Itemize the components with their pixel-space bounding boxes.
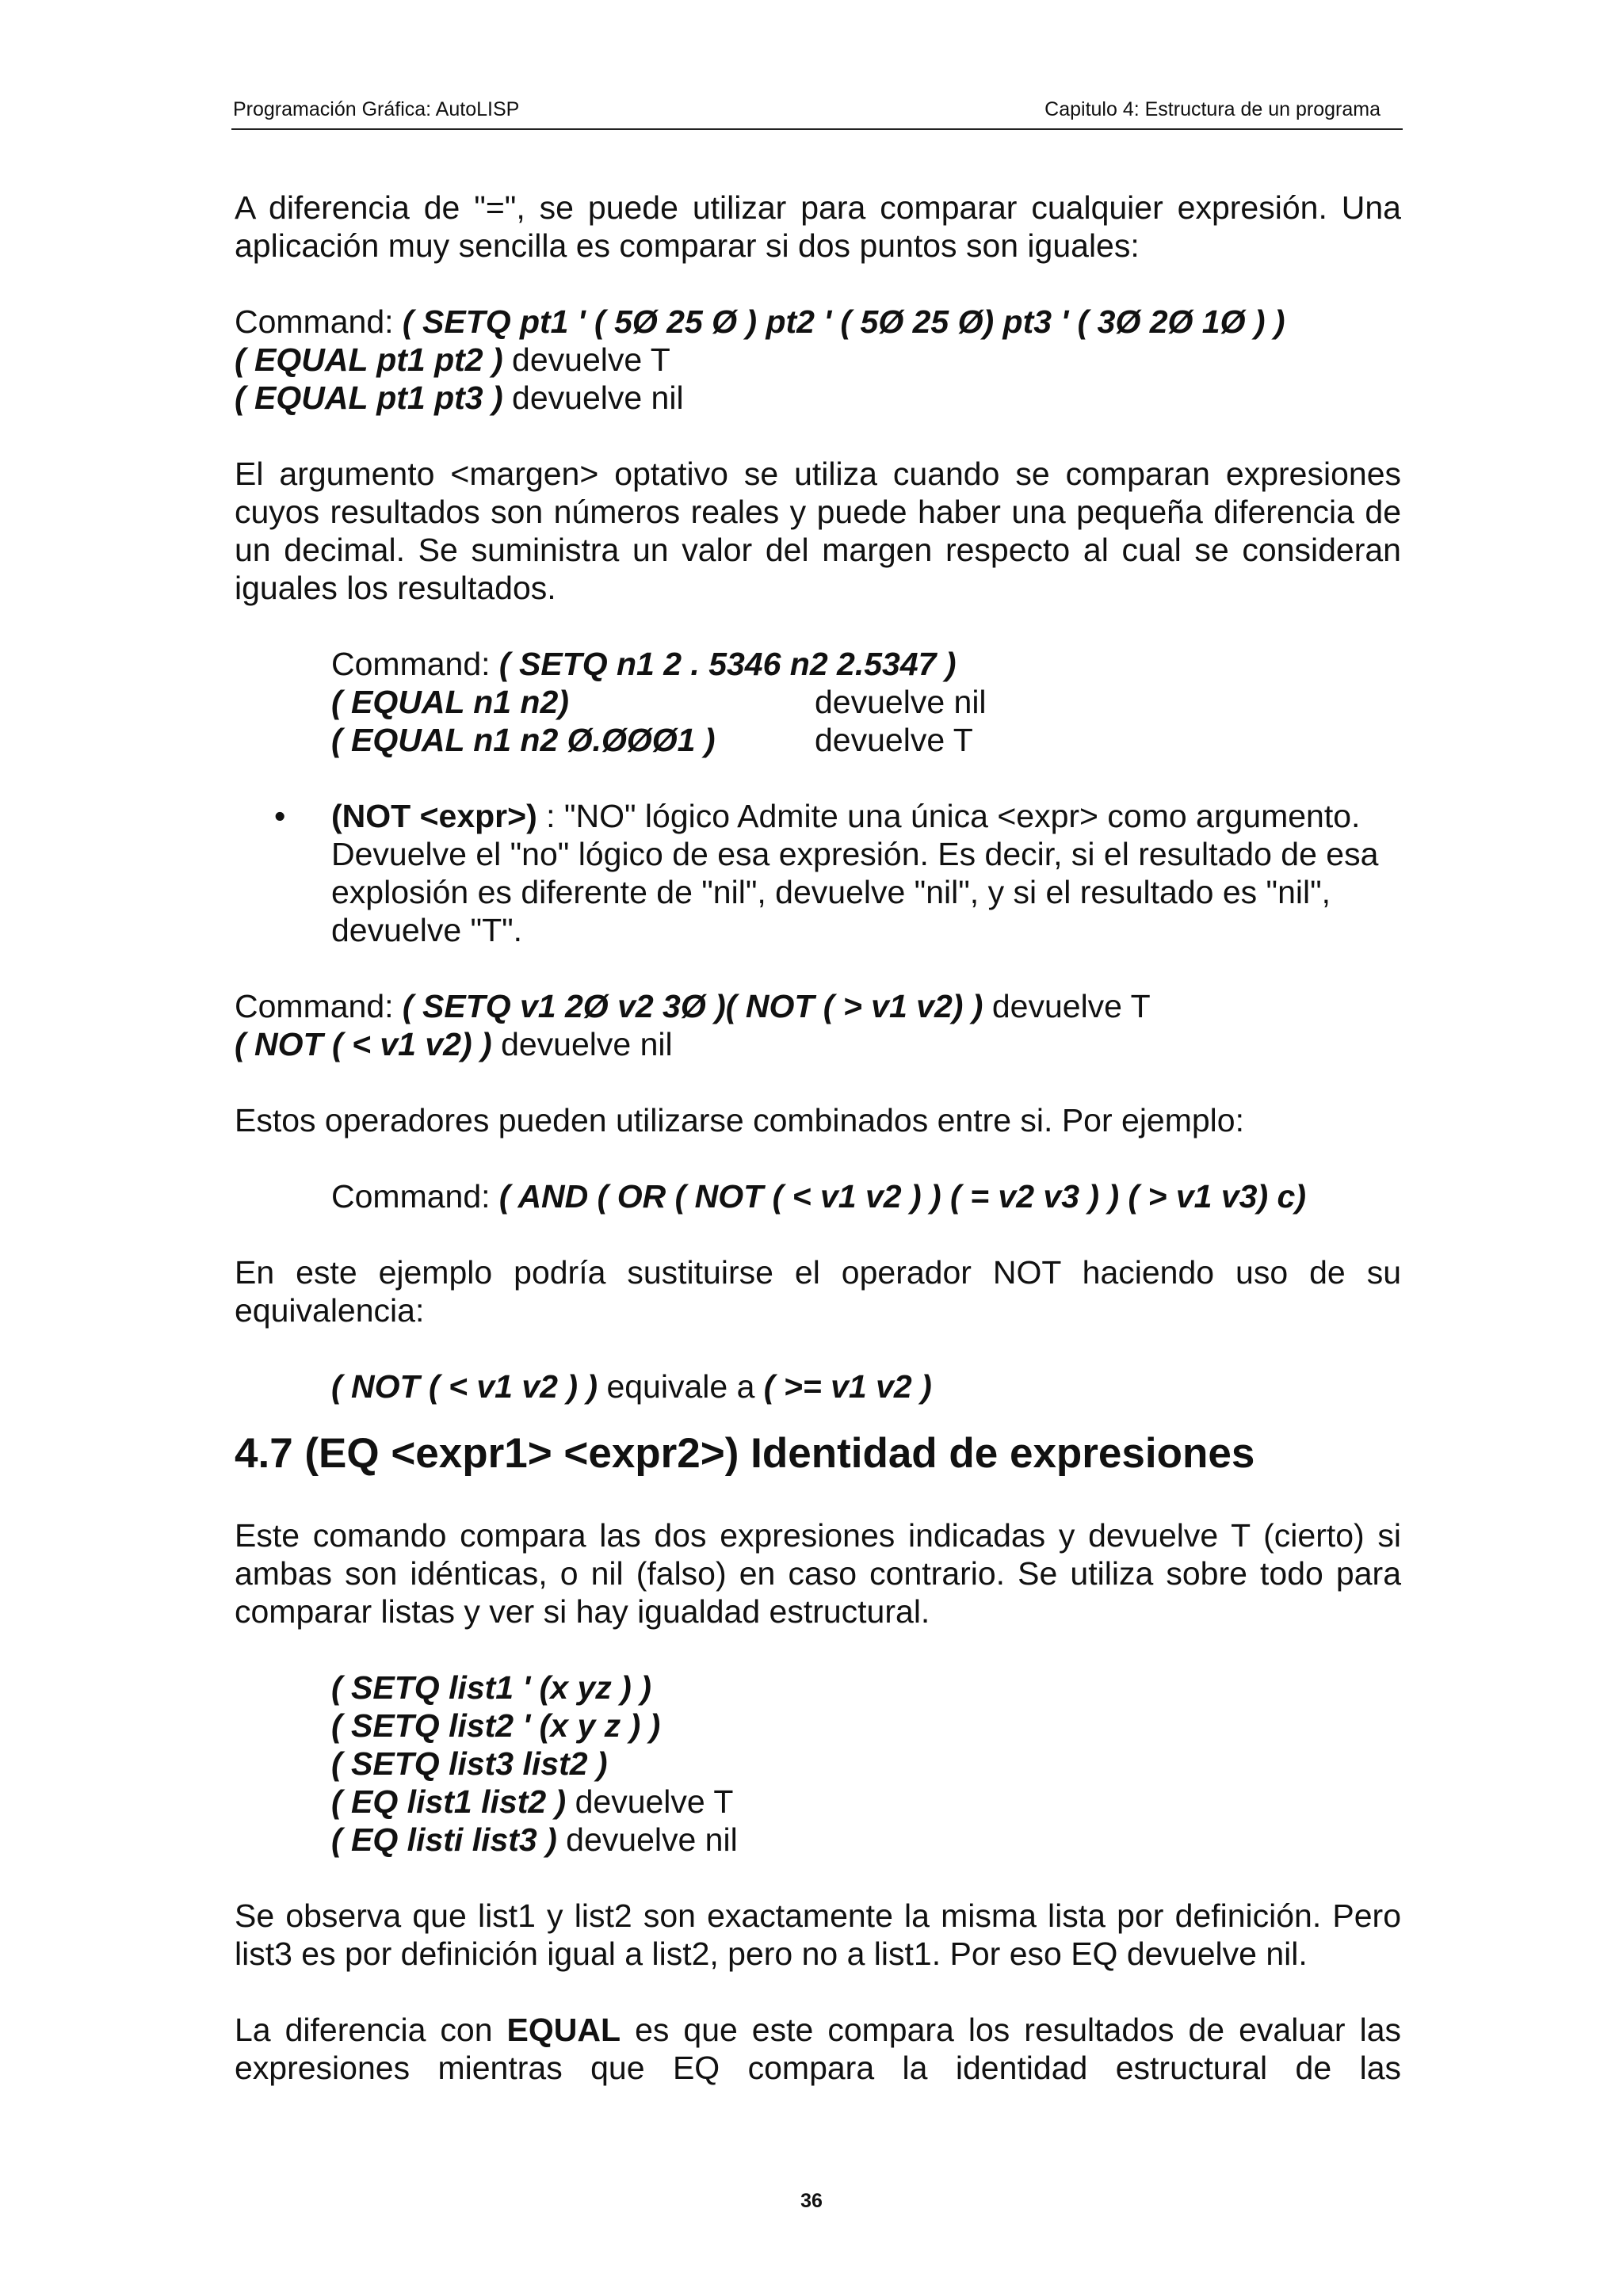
paragraph-equivalence: En este ejemplo podría sustituirse el operador NOT haciendo uso de su equivalencia: — [235, 1254, 1401, 1329]
code-text: ( EQUAL pt1 pt3 ) — [235, 379, 503, 416]
result-text: devuelve T — [815, 722, 973, 758]
example-equal-points — [235, 303, 1401, 417]
code-line — [331, 1783, 1401, 1821]
bullet-line — [331, 797, 1401, 835]
text-span: La diferencia con — [235, 2012, 507, 2048]
bullet-line: explosión es diferente de "nil", devuelve "nil", y si el resultado es "nil", — [331, 874, 1331, 910]
code-text: ( EQUAL n1 n2 Ø.ØØØ1 ) — [331, 722, 716, 758]
code-line — [331, 645, 1401, 683]
bullet-line: Devuelve el "no" lógico de esa expresión. Es decir, si el resultado de esa — [331, 836, 1379, 872]
result-text: devuelve nil — [502, 379, 684, 416]
bullet-item-not — [274, 797, 1401, 949]
code-line — [331, 683, 1401, 721]
paragraph-equal-intro: A diferencia de "=", se puede utilizar para comparar cualquier expresión. Una aplicación muy sencilla es comparar si dos puntos son iguales: — [235, 189, 1401, 264]
text-span: es que este compara los resultados de evaluar las expresiones mientras que EQ compara la identidad estructural de las — [235, 2012, 1401, 2086]
bold-term: EQUAL — [506, 2012, 621, 2048]
result-text: devuelve nil — [491, 1026, 673, 1062]
command-prompt: Command: — [331, 1178, 499, 1215]
code-line — [235, 379, 1401, 417]
header-chapter-title: Capitulo 4: Estructura de un programa — [1044, 98, 1381, 120]
page-body — [235, 189, 1401, 2087]
bullet-icon: • — [274, 798, 286, 834]
result-text: devuelve T — [502, 341, 670, 378]
example-eq — [331, 1669, 1401, 1859]
command-prompt: Command: — [331, 646, 499, 682]
code-text: ( EQUAL n1 n2) — [331, 684, 569, 720]
paragraph-eq-intro: Este comando compara las dos expresiones indicadas y devuelve T (cierto) si ambas son idénticas, o nil (falso) en caso contrario. Se utiliza sobre todo para comparar listas y ver si hay igualdad estructural. — [235, 1517, 1401, 1630]
bullet-term: (NOT <expr>) — [331, 798, 537, 834]
code-text: ( SETQ n1 2 . 5346 n2 2.5347 ) — [498, 646, 957, 682]
example-not — [235, 987, 1401, 1063]
page-number: 36 — [800, 2190, 823, 2212]
code-line: ( SETQ list3 list2 ) — [331, 1745, 608, 1782]
code-line — [331, 1177, 1401, 1215]
code-line — [331, 1821, 1401, 1859]
command-prompt: Command: — [235, 988, 403, 1024]
result-text: devuelve nil — [815, 684, 987, 720]
code-text: ( AND ( OR ( NOT ( < v1 v2 ) ) ( = v2 v3 ) ) ( > v1 v3) c) — [498, 1178, 1306, 1215]
bullet-text: : "NO" lógico Admite una única <expr> como argumento. — [537, 798, 1361, 834]
example-combined — [331, 1177, 1401, 1215]
result-text: devuelve T — [566, 1783, 734, 1820]
page-header — [231, 97, 1403, 130]
code-text: ( EQUAL pt1 pt2 ) — [235, 341, 503, 378]
equivalence-text: equivale a — [598, 1368, 764, 1405]
paragraph-margin: El argumento <margen> optativo se utiliza cuando se comparan expresiones cuyos resultados son números reales y puede haber una pequeña diferencia de un decimal. Se suministra un valor del margen respecto al cual se consideran iguales los resultados. — [235, 456, 1401, 606]
code-line — [235, 1025, 1401, 1063]
result-text: devuelve nil — [556, 1821, 738, 1858]
code-line — [235, 303, 1401, 341]
code-line — [331, 721, 1401, 759]
command-prompt: Command: — [235, 303, 403, 340]
section-heading: 4.7 (EQ <expr1> <expr2>) Identidad de expresiones — [235, 1430, 1255, 1477]
code-text: ( SETQ pt1 ' ( 5Ø 25 Ø ) pt2 ' ( 5Ø 25 Ø) pt3 ' ( 3Ø 2Ø 1Ø ) ) — [402, 303, 1285, 340]
bullet-line: devuelve "T". — [331, 912, 523, 948]
code-line: ( SETQ list1 ' (x yz ) ) — [331, 1669, 651, 1706]
result-text: devuelve T — [983, 988, 1151, 1024]
example-equivalence — [331, 1367, 1401, 1405]
code-text: ( EQ list1 list2 ) — [331, 1783, 567, 1820]
code-text: ( EQ listi list3 ) — [331, 1821, 557, 1858]
example-equal-margin — [331, 645, 1401, 759]
code-line — [235, 987, 1401, 1025]
paragraph-eq-explanation: Se observa que list1 y list2 son exactamente la misma lista por definición. Pero list3 es por definición igual a list2, pero no a list1. Por eso EQ devuelve nil. — [235, 1897, 1401, 1972]
code-text: ( NOT ( < v1 v2) ) — [235, 1026, 492, 1062]
code-line — [331, 1367, 1401, 1405]
code-text: ( NOT ( < v1 v2 ) ) — [331, 1368, 598, 1405]
paragraph-combined: Estos operadores pueden utilizarse combinados entre si. Por ejemplo: — [235, 1102, 1244, 1138]
code-line — [235, 341, 1401, 379]
code-text: ( SETQ v1 2Ø v2 3Ø )( NOT ( > v1 v2) ) — [402, 988, 983, 1024]
code-text: ( >= v1 v2 ) — [763, 1368, 932, 1405]
paragraph-equal-difference — [235, 2011, 1401, 2087]
code-line: ( SETQ list2 ' (x y z ) ) — [331, 1707, 661, 1744]
header-book-title: Programación Gráfica: AutoLISP — [233, 98, 520, 120]
